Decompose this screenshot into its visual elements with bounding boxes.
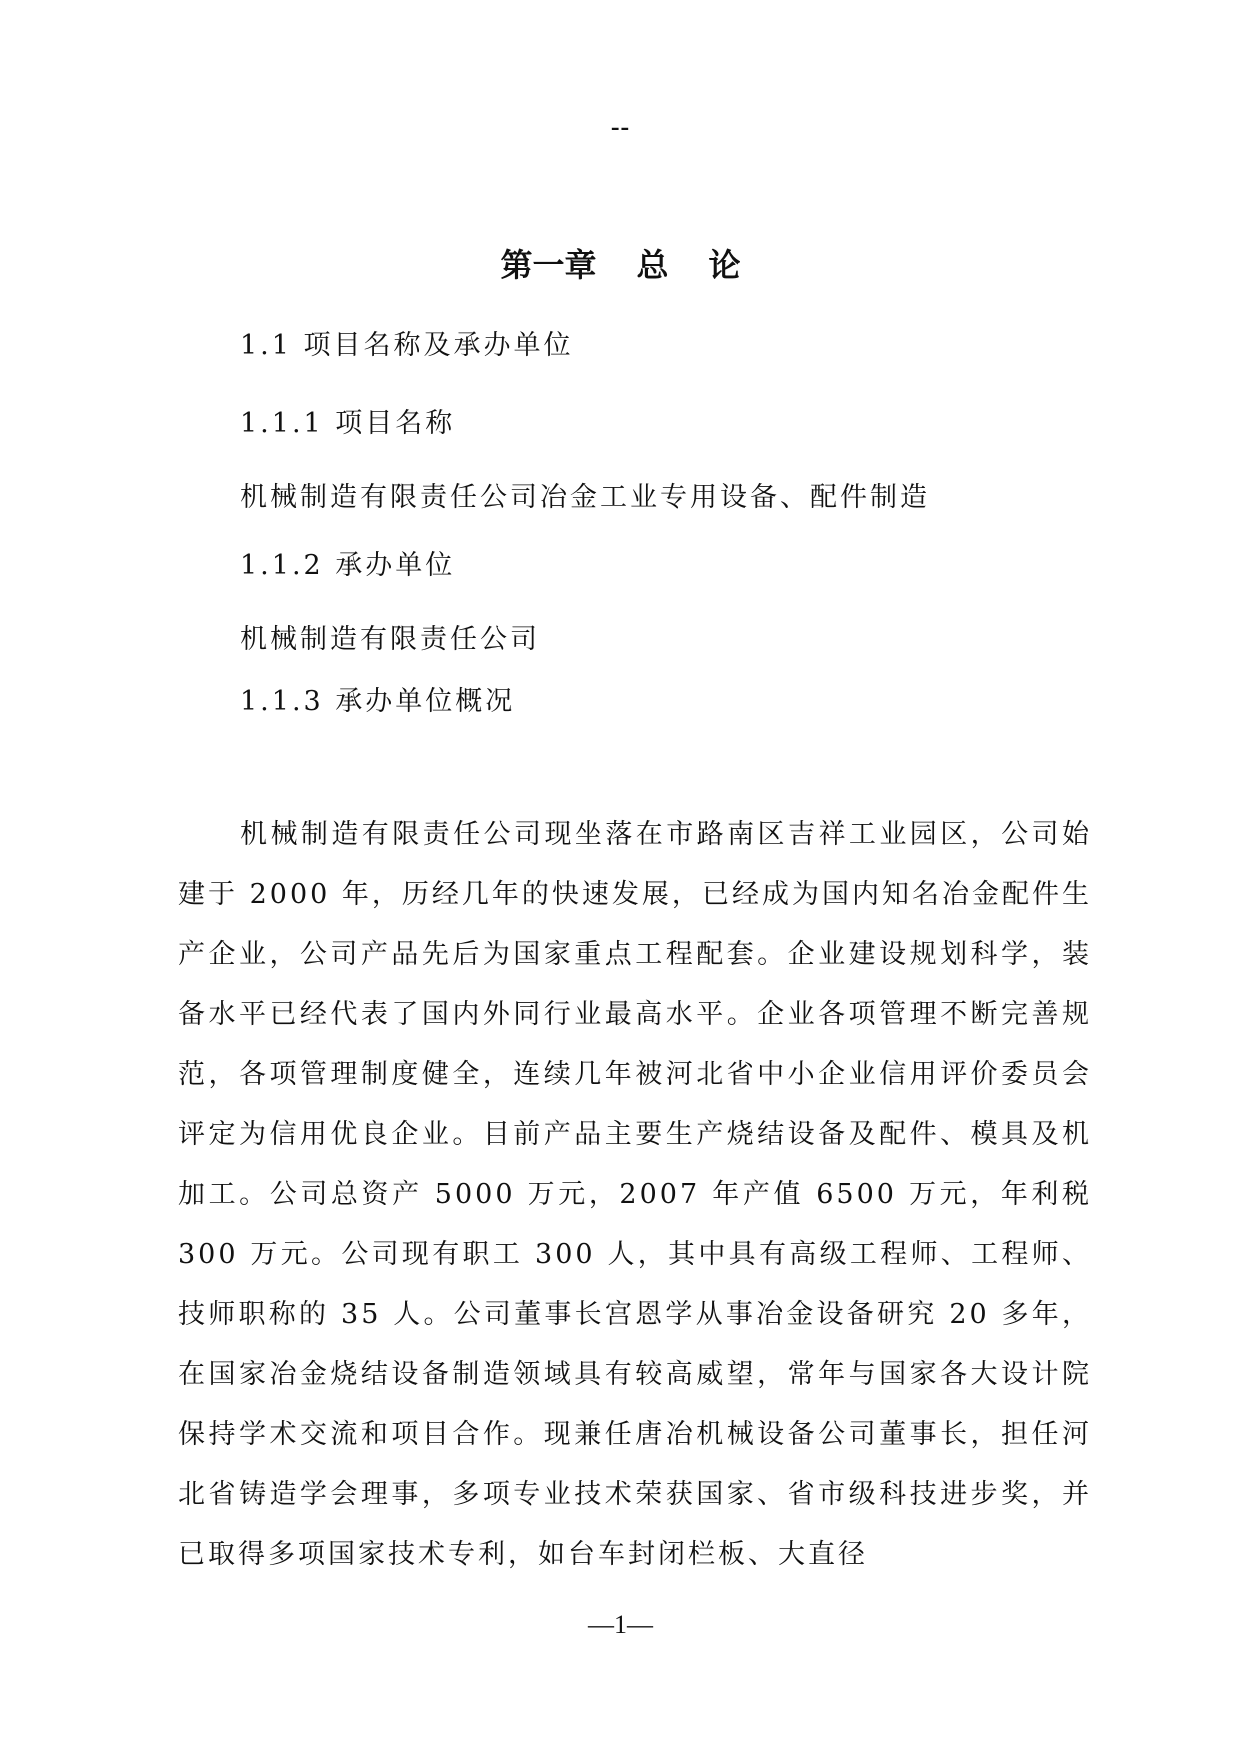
page-header-mark: -- (610, 112, 631, 141)
undertaking-unit-text: 机械制造有限责任公司 (240, 624, 540, 655)
chapter-title-word-1: 总 (636, 246, 669, 284)
section-heading-1-1: 1.1 项目名称及承办单位 (240, 330, 574, 361)
section-heading-1-1-3: 1.1.3 承办单位概况 (240, 686, 516, 717)
page-number: —1— (588, 1610, 653, 1639)
section-heading-1-1-1: 1.1.1 项目名称 (240, 408, 456, 439)
section-heading-1-1-2: 1.1.2 承办单位 (240, 550, 456, 581)
chapter-title-word-2: 论 (708, 246, 741, 284)
chapter-title (0, 240, 1241, 290)
project-name-text: 机械制造有限责任公司冶金工业专用设备、配件制造 (240, 482, 930, 513)
chapter-title-number: 第一章 (500, 246, 597, 284)
company-overview-paragraph: 机械制造有限责任公司现坐落在市路南区吉祥工业园区，公司始建于 2000 年，历经几年的快速发展，已经成为国内知名冶金配件生产企业，公司产品先后为国家重点工程配套。企业建设规划科学，装备水平已经代表了国内外同行业最高水平。企业各项管理不断完善规范，各项管理制度健全，连续几年被河北省中小企业信用评价委员会评定为信用优良企业。目前产品主要生产烧结设备及配件、模具及机加工。公司总资产 5000 万元，2007 年产值 6500 万元，年利税 300 万元。公司现有职工 300 人，其中具有高级工程师、工程师、技师职称的 35 人。公司董事长宫恩学从事冶金设备研究 20 多年，在国家冶金烧结设备制造领域具有较高威望，常年与国家各大设计院保持学术交流和项目合作。现兼任唐冶机械设备公司董事长，担任河北省铸造学会理事，多项专业技术荣获国家、省市级科技进步奖，并已取得多项国家技术专利，如台车封闭栏板、大直径 (178, 819, 1092, 1570)
